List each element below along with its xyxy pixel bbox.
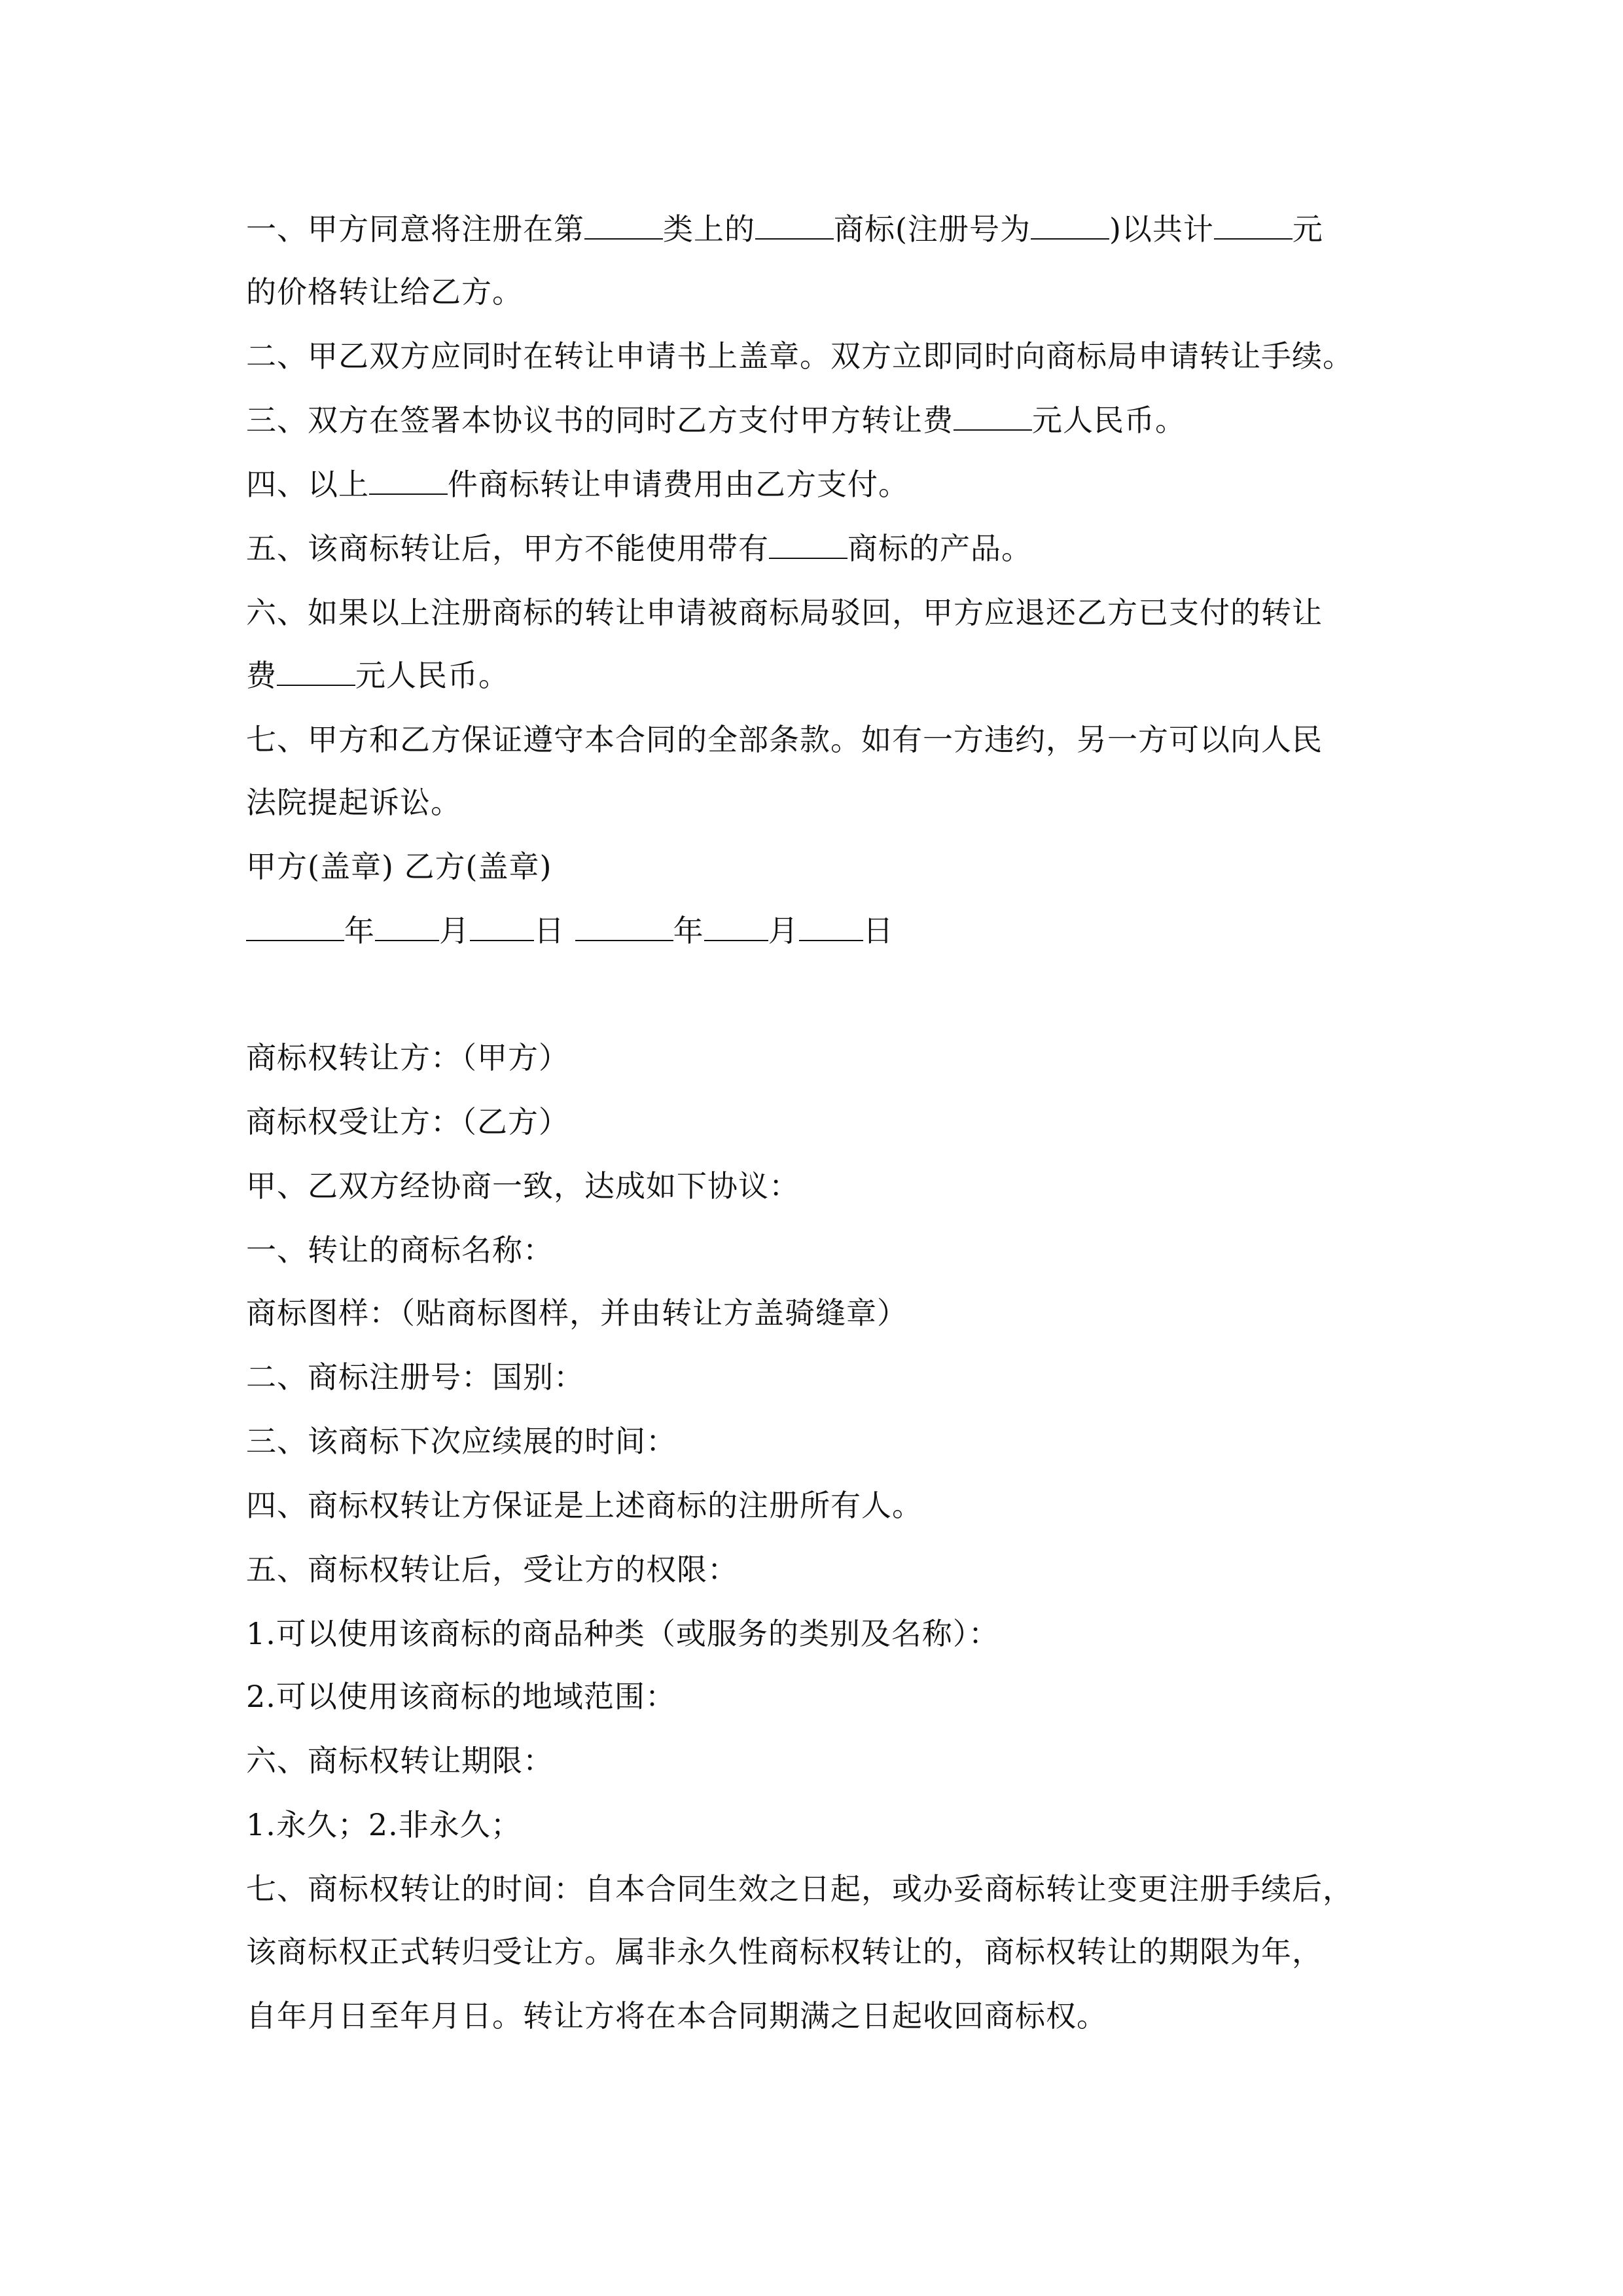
seal-party-a: 甲方(盖章) — [246, 849, 394, 884]
item-7-line-3: 自年月日至年月日。转让方将在本合同期满之日起收回商标权。 — [246, 1998, 1107, 2034]
blank-year-b — [575, 907, 673, 941]
clause-3-text-b: 元人民币。 — [1032, 403, 1186, 438]
blank-refund-amount — [277, 652, 355, 686]
item-7-line-2: 该商标权正式转归受让方。属非永久性商标权转让的，商标权转让的期限为年， — [246, 1934, 1323, 1969]
item-6-options: 1.永久；2.非永久； — [246, 1807, 522, 1842]
item-5-1: 1.可以使用该商标的商品种类（或服务的类别及名称）： — [246, 1616, 999, 1651]
item-5-2: 2.可以使用该商标的地域范围： — [246, 1679, 676, 1714]
item-3: 三、该商标下次应续展的时间： — [246, 1424, 677, 1459]
blank-restricted-trademark — [769, 525, 847, 559]
clause-1-text-a: 一、甲方同意将注册在第 — [246, 211, 584, 247]
clause-1-text-e: 元 — [1292, 211, 1323, 247]
date-day-a: 日 — [534, 913, 565, 948]
blank-trademark-name — [755, 206, 834, 240]
blank-day-b — [799, 907, 863, 941]
clause-2: 二、甲乙双方应同时在转让申请书上盖章。双方立即同时向商标局申请转让手续。 — [246, 338, 1353, 374]
blank-month-a — [375, 907, 439, 941]
date-month-b: 月 — [768, 913, 799, 948]
date-year-b: 年 — [673, 913, 704, 948]
clause-5-text-b: 商标的产品。 — [847, 531, 1032, 566]
clause-6-line-2 — [246, 652, 1398, 699]
item-6: 六、商标权转让期限： — [246, 1743, 554, 1778]
blank-trademark-count — [369, 461, 448, 495]
clause-1-line-1 — [246, 206, 1398, 253]
clause-6-text-b: 元人民币。 — [355, 658, 509, 693]
clause-5 — [246, 525, 1398, 572]
clause-7-line-1: 七、甲方和乙方保证遵守本合同的全部条款。如有一方违约，另一方可以向人民 — [246, 722, 1323, 757]
blank-day-a — [470, 907, 534, 941]
item-2: 二、商标注册号：国别： — [246, 1359, 584, 1395]
clause-1-text-c: 商标(注册号为 — [834, 211, 1031, 247]
blank-total-price — [1214, 206, 1293, 240]
blank-registration-number — [1031, 206, 1109, 240]
item-4: 四、商标权转让方保证是上述商标的注册所有人。 — [246, 1488, 923, 1523]
item-1-sample: 商标图样：（贴商标图样，并由转让方盖骑缝章） — [246, 1295, 908, 1331]
transferor-line: 商标权转让方：（甲方） — [246, 1040, 569, 1075]
clause-5-text-a: 五、该商标转让后，甲方不能使用带有 — [246, 531, 769, 566]
date-month-a: 月 — [439, 913, 470, 948]
clause-4-text-a: 四、以上 — [246, 467, 369, 502]
blank-month-b — [704, 907, 768, 941]
item-7-line-1: 七、商标权转让的时间：自本合同生效之日起，或办妥商标转让变更注册手续后， — [246, 1871, 1353, 1907]
date-day-b: 日 — [863, 913, 894, 948]
clause-4-text-b: 件商标转让申请费用由乙方支付。 — [448, 467, 909, 502]
seal-line — [246, 843, 1398, 890]
clause-1-text-d: )以共计 — [1109, 211, 1214, 247]
agreement-intro: 甲、乙双方经协商一致，达成如下协议： — [246, 1168, 800, 1204]
clause-4 — [246, 461, 1398, 508]
item-5: 五、商标权转让后，受让方的权限： — [246, 1552, 738, 1587]
clause-6-text-a: 费 — [246, 658, 277, 693]
blank-year-a — [246, 907, 344, 941]
clause-1-text-b: 类上的 — [663, 211, 755, 247]
blank-transfer-fee — [954, 397, 1032, 431]
transferee-line: 商标权受让方：（乙方） — [246, 1104, 569, 1139]
date-line — [246, 907, 1398, 954]
clause-7-line-2: 法院提起诉讼。 — [246, 785, 461, 820]
clause-1-line-2: 的价格转让给乙方。 — [246, 274, 523, 310]
clause-3-text-a: 三、双方在签署本协议书的同时乙方支付甲方转让费 — [246, 403, 954, 438]
clause-6-line-1: 六、如果以上注册商标的转让申请被商标局驳回，甲方应退还乙方已支付的转让 — [246, 595, 1323, 630]
seal-party-b: 乙方(盖章) — [404, 849, 552, 884]
clause-3 — [246, 397, 1398, 444]
date-year-a: 年 — [344, 913, 375, 948]
item-1: 一、转让的商标名称： — [246, 1232, 554, 1268]
blank-class-number — [584, 206, 663, 240]
